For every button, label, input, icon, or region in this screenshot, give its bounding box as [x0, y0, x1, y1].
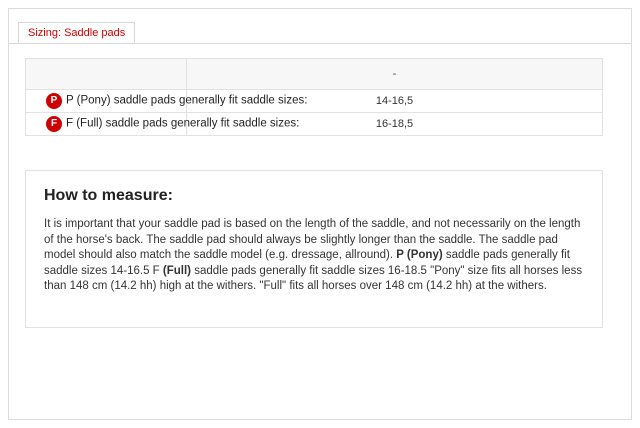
- how-to-measure-title: How to measure:: [44, 187, 173, 204]
- howto-text-part1: It is important that your saddle pad is based on the length of the saddle, and not necessarily on the length of the horse's back. The saddle pad should always be slightly longer than the saddle. The saddle pad model should also match the saddle model (e.g. dressage, allround).: [44, 218, 581, 261]
- badge-icon-full: F: [46, 116, 62, 132]
- sizing-table: [25, 58, 603, 136]
- tab-strip: [9, 22, 631, 44]
- row-label-cell: [26, 113, 300, 136]
- how-to-measure-panel: [25, 170, 603, 328]
- howto-text-part3: saddle pads generally fit saddle sizes 16-18.5 "Pony" size fits all horses less than 148 cm (14.2 hh) high at the withers. "Full" fits all horses over 148 cm (14.2 hh) at the withers.: [44, 264, 583, 292]
- how-to-measure-text: [44, 217, 584, 295]
- howto-text-part2: saddle pads generally fit saddle sizes 14-16.5 F: [44, 249, 570, 277]
- column-header-label: [26, 59, 187, 90]
- tab-label: Sizing: Saddle pads: [28, 27, 126, 39]
- table-header-row: [26, 59, 603, 90]
- row-value-cell: 16-18,5: [187, 113, 603, 136]
- badge-icon-pony: P: [46, 93, 62, 109]
- table-head: [26, 59, 603, 90]
- row-value-cell: 14-16,5: [187, 90, 603, 113]
- howto-bold-full: (Full): [162, 264, 192, 277]
- row-label-text: F (Full) saddle pads generally fit saddle sizes:: [66, 117, 300, 130]
- column-header-value: -: [187, 59, 603, 90]
- content-area: [9, 44, 631, 419]
- howto-bold-pony: P (Pony): [396, 249, 443, 261]
- table-row: [26, 90, 603, 113]
- table-body: [26, 90, 603, 136]
- row-label-text: P (Pony) saddle pads generally fit saddle sizes:: [66, 94, 308, 107]
- table-row: [26, 113, 603, 136]
- tab-sizing-saddle-pads[interactable]: [18, 22, 135, 43]
- row-label-cell: [26, 90, 308, 113]
